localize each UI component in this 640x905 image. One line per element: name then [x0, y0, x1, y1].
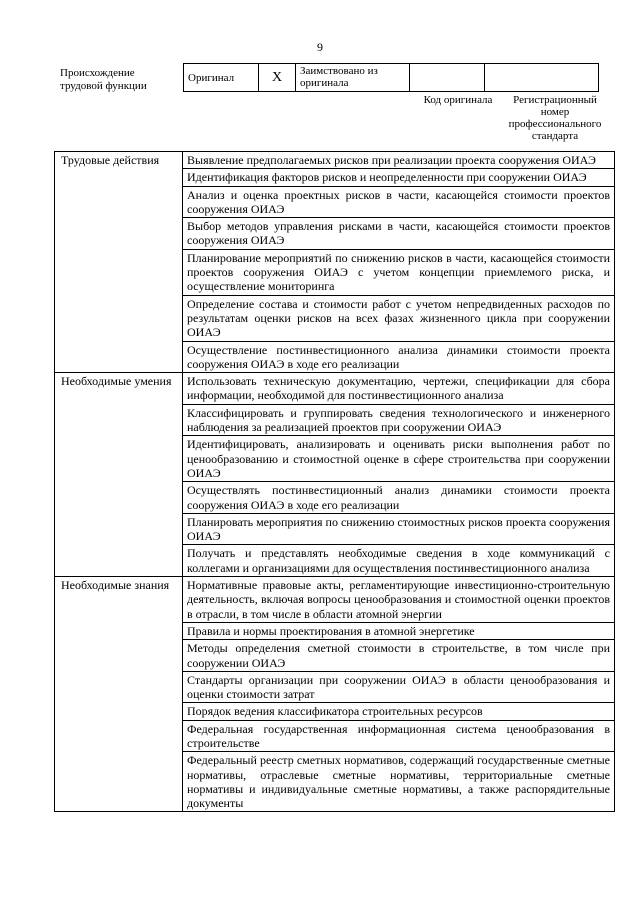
section-item: Планировать мероприятия по снижению стоимостных рисков проекта сооружения ОИАЭ — [183, 513, 615, 545]
page-number: 9 — [317, 40, 323, 54]
section-item: Нормативные правовые акты, регламентирующие инвестиционно-строительную деятельность, включая вопросы ценообразования и стоимостной оценки проектов в отрасли, в том числе в области атомной энергии — [183, 577, 615, 623]
section-item: Планирование мероприятий по снижению рисков в части, касающейся стоимости проектов сооружения ОИАЭ с учетом концепции приемлемого риска, и осуществление мониторинга — [183, 249, 615, 295]
original-cell: Оригинал — [184, 64, 259, 92]
section-item: Правила и нормы проектирования в атомной энергетике — [183, 622, 615, 639]
code-cell — [410, 64, 485, 92]
origin-label-text: Происхождение трудовой функции — [60, 67, 147, 92]
section-item: Осуществлять постинвестиционный анализ динамики стоимости проекта сооружения ОИАЭ в ходе его реализации — [183, 482, 615, 514]
borrowed-cell: Заимствовано из оригинала — [296, 64, 410, 92]
section-item: Выбор методов управления рисками в части, касающейся стоимости проектов сооружения ОИАЭ — [183, 218, 615, 250]
origin-table — [183, 63, 599, 92]
section-item: Определение состава и стоимости работ с учетом непредвиденных расходов по результатам оценки рисков на всех фазах жизненного цикла при сооружении ОИАЭ — [183, 295, 615, 341]
section-item: Осуществление постинвестиционного анализа динамики стоимости проекта сооружения ОИАЭ в ходе его реализации — [183, 341, 615, 373]
section-item: Идентифицировать, анализировать и оценивать риски выполнения работ по ценообразованию и стоимостной оценке в сфере строительства при сооружении ОИАЭ — [183, 436, 615, 482]
code-caption: Код оригинала — [423, 94, 493, 106]
section-item: Анализ и оценка проектных рисков в части, касающейся стоимости проектов сооружения ОИАЭ — [183, 186, 615, 218]
section-title: Необходимые знания — [55, 577, 183, 812]
section-item: Федеральная государственная информационная система ценообразования в строительстве — [183, 720, 615, 752]
origin-label — [60, 67, 170, 93]
section-item: Использовать техническую документацию, чертежи, спецификации для сбора информации, необходимой для постинвестиционного анализа — [183, 373, 615, 405]
section-item: Выявление предполагаемых рисков при реализации проекта сооружения ОИАЭ — [183, 152, 615, 169]
section-item: Порядок ведения классификатора строительных ресурсов — [183, 703, 615, 720]
table-row — [55, 152, 615, 169]
section-item: Методы определения сметной стоимости в строительстве, в том числе при сооружении ОИАЭ — [183, 640, 615, 672]
section-item: Идентификация факторов рисков и неопределенности при сооружении ОИАЭ — [183, 169, 615, 186]
table-row — [55, 577, 615, 623]
table-row — [55, 373, 615, 405]
section-item: Стандарты организации при сооружении ОИАЭ в области ценообразования и оценки стоимости затрат — [183, 671, 615, 703]
section-title: Необходимые умения — [55, 373, 183, 577]
section-item: Получать и представлять необходимые сведения в ходе коммуникаций с коллегами и организациями для осуществления постинвестиционного анализа — [183, 545, 615, 577]
section-item: Классифицировать и группировать сведения технологического и инженерного наблюдения за реализацией проектов при сооружении ОИАЭ — [183, 404, 615, 436]
original-mark: X — [259, 64, 296, 92]
function-table — [54, 151, 615, 812]
reg-caption: Регистрационный номер профессионального стандарта — [508, 94, 602, 142]
reg-number-cell — [485, 64, 599, 92]
section-title: Трудовые действия — [55, 152, 183, 373]
section-item: Федеральный реестр сметных нормативов, содержащий государственные сметные нормативы, отраслевые сметные нормативы, территориальные сметные нормативы и индивидуальные сметные нормативы, а также распорядительные документы — [183, 752, 615, 812]
